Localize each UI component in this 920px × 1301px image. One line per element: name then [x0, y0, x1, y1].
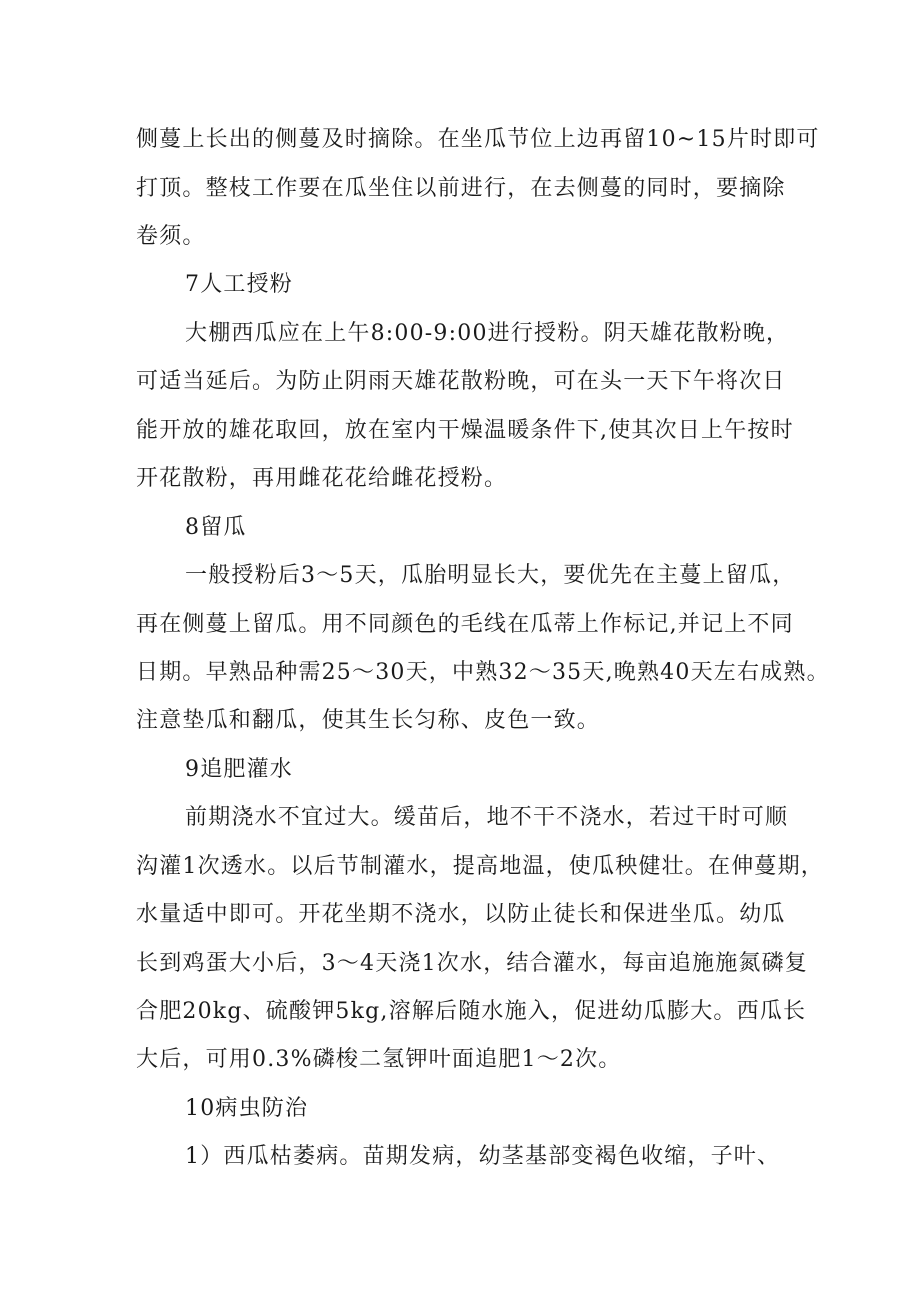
text-line: 大后，可用0.3%磷梭二氢钾叶面追肥1～2次。 — [136, 1047, 622, 1072]
text-line: 卷须。 — [136, 224, 206, 249]
text-line: 1）西瓜枯萎病。苗期发病，幼茎基部变褐色收缩，子叶、 — [185, 1144, 781, 1169]
text-line: 打顶。整枝工作要在瓜坐住以前进行，在去侧蔓的同时，要摘除 — [136, 176, 786, 201]
text-line: 水量适中即可。开花坐期不浇水，以防止徒长和保进坐瓜。幼瓜 — [136, 902, 786, 927]
section-heading: 8留瓜 — [185, 515, 247, 540]
text-line: 前期浇水不宜过大。缓苗后，地不干不浇水，若过干时可顺 — [185, 805, 789, 830]
text-line: 再在侧蔓上留瓜。用不同颜色的毛线在瓜蒂上作标记,并记上不同 — [136, 612, 794, 637]
text-line: 长到鸡蛋大小后，3～4天浇1次水，结合灌水，每亩追施施氮磷复 — [136, 951, 808, 976]
section-heading: 7人工授粉 — [185, 272, 293, 297]
section-heading: 9追肥灌水 — [185, 757, 293, 782]
text-line: 大棚西瓜应在上午8:00-9:00进行授粉。阴天雄花散粉晚， — [185, 321, 790, 346]
text-line: 日期。早熟品种需25～30天，中熟32～35天,晚熟40天左右成熟。 — [136, 660, 830, 685]
text-line: 能开放的雄花取回，放在室内干燥温暖条件下,使其次日上午按时 — [136, 418, 794, 443]
text-line: 注意垫瓜和翻瓜，使其生长匀称、皮色一致。 — [136, 708, 601, 733]
text-line: 沟灌1次透水。以后节制灌水，提高地温，使瓜秧健壮。在伸蔓期， — [136, 854, 824, 879]
text-line: 合肥20kg、硫酸钾5kg,溶解后随水施入，促进幼瓜膨大。西瓜长 — [136, 999, 807, 1024]
text-line: 一般授粉后3～5天，瓜胎明显长大，要优先在主蔓上留瓜， — [185, 563, 796, 588]
text-line: 开花散粉，再用雌花花给雌花授粉。 — [136, 466, 508, 491]
section-heading: 10病虫防治 — [185, 1096, 309, 1121]
text-line: 侧蔓上长出的侧蔓及时摘除。在坐瓜节位上边再留10~15片时即可 — [136, 127, 820, 152]
text-line: 可适当延后。为防止阴雨天雄花散粉晚，可在头一天下午将次日 — [136, 369, 786, 394]
